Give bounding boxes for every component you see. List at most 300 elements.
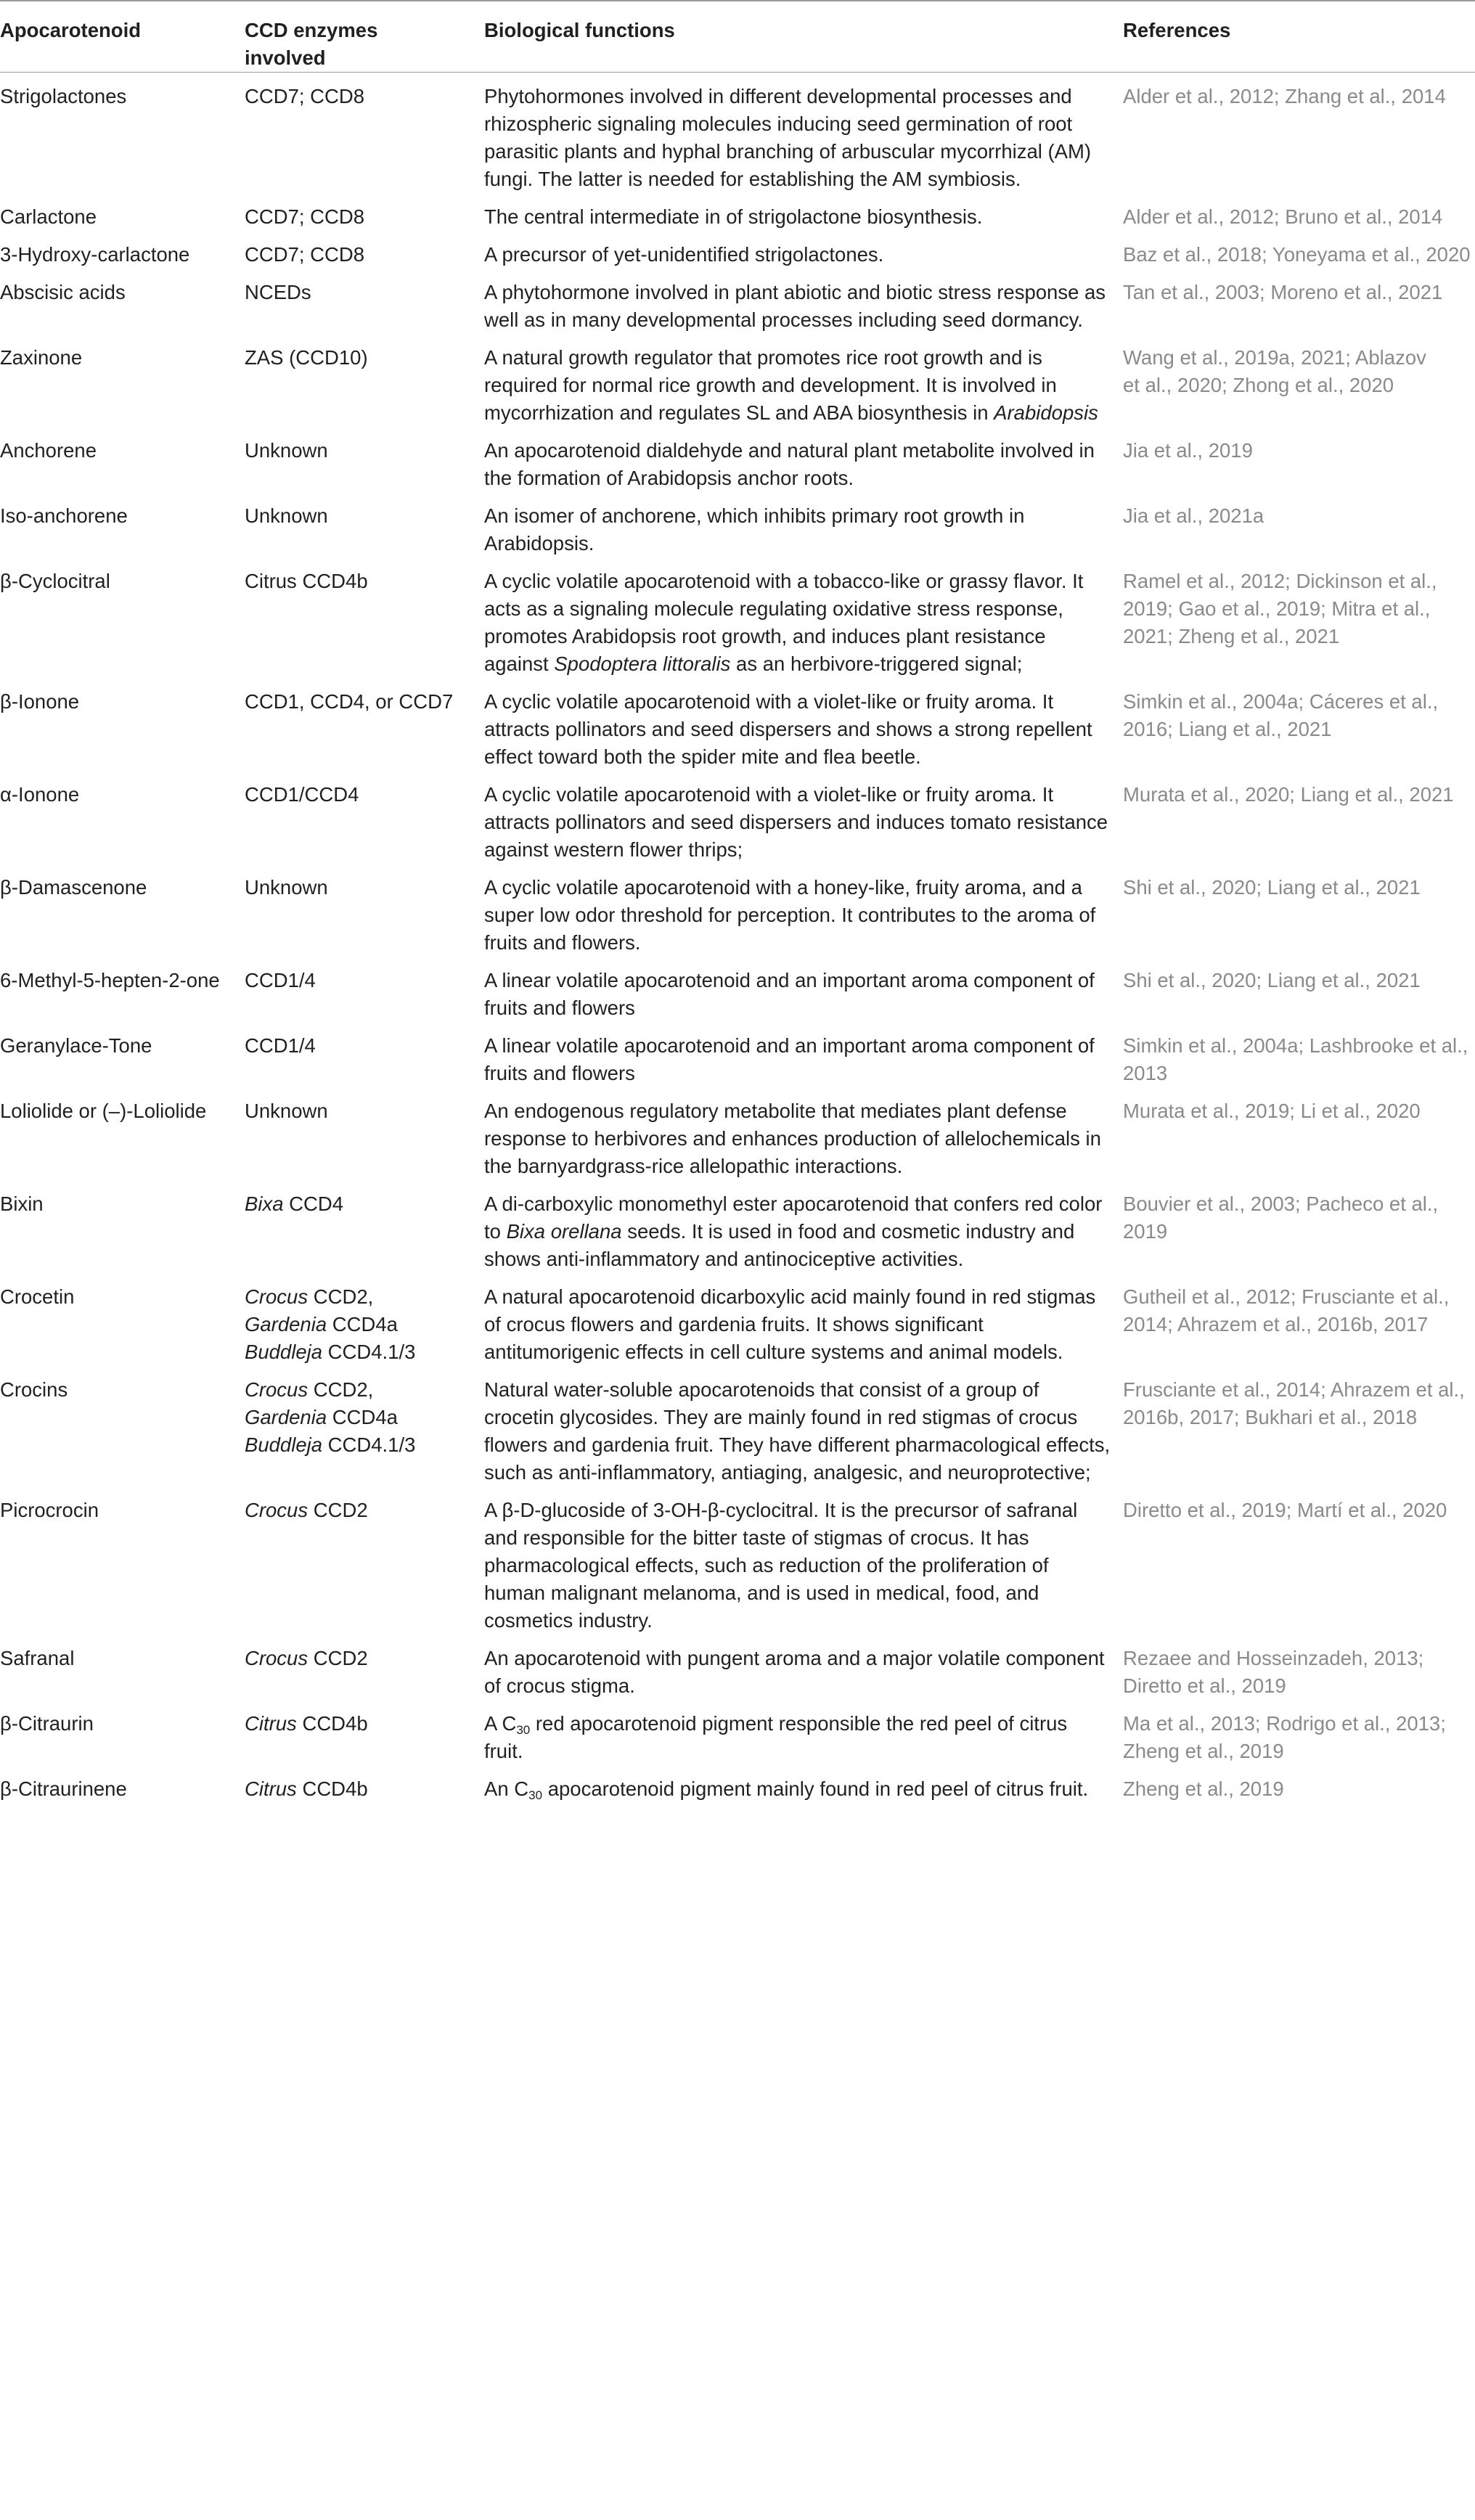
- cell-apocarotenoid: [0, 1273, 245, 1366]
- function-line: [484, 1032, 1113, 1060]
- reference-text: Ma et al., 2013; Rodrigo et al., 2013;: [1123, 1712, 1446, 1735]
- reference-text: 2013: [1123, 1062, 1167, 1084]
- function-line: [484, 836, 1113, 864]
- cell-apocarotenoid: [0, 1765, 245, 2520]
- function-text: A linear volatile apocarotenoid and an important aroma component of: [484, 1034, 1095, 1057]
- function-text: to: [484, 1220, 507, 1243]
- function-line: [484, 437, 1113, 465]
- cell-biological-functions: [484, 193, 1123, 231]
- ccd-line: [245, 1376, 484, 1404]
- function-text: effect toward both the spider mite and flea beetle.: [484, 745, 921, 768]
- apocarotenoid-name: Crocins: [0, 1378, 68, 1401]
- apocarotenoid-name: Safranal: [0, 1647, 74, 1669]
- table-row: [0, 73, 1475, 194]
- cell-biological-functions: [484, 771, 1123, 864]
- function-line: [484, 1552, 1113, 1579]
- reference-line: [1123, 1710, 1475, 1738]
- table-row: [0, 492, 1475, 557]
- cell-references: [1123, 557, 1475, 678]
- cell-biological-functions: [484, 1087, 1123, 1180]
- reference-text: Ramel et al., 2012; Dickinson et al.,: [1123, 570, 1437, 592]
- ccd-genus: Crocus: [245, 1647, 308, 1669]
- function-line: [484, 399, 1113, 427]
- apocarotenoid-name: β-Damascenone: [0, 876, 147, 899]
- cell-ccd-enzymes: [245, 231, 484, 269]
- cell-references: [1123, 1765, 1475, 2520]
- header-apocarotenoid: Apocarotenoid: [0, 1, 245, 73]
- function-line: [484, 203, 1113, 231]
- table-row: [0, 1273, 1475, 1366]
- ccd-enzyme: Unknown: [245, 1100, 328, 1122]
- cell-ccd-enzymes: [245, 1486, 484, 1635]
- cell-apocarotenoid: [0, 1366, 245, 1486]
- function-italic: Arabidopsis: [994, 401, 1098, 424]
- cell-references: [1123, 1700, 1475, 1765]
- function-text: the formation of Arabidopsis anchor roots.: [484, 467, 854, 489]
- cell-biological-functions: [484, 1273, 1123, 1366]
- cell-biological-functions: [484, 334, 1123, 427]
- cell-ccd-enzymes: [245, 957, 484, 1022]
- ccd-line: [245, 688, 484, 716]
- function-line: [484, 1338, 1113, 1366]
- function-line: [484, 809, 1113, 836]
- function-line: [484, 688, 1113, 716]
- ccd-enzyme: Citrus CCD4b: [245, 570, 368, 592]
- function-line: [484, 1607, 1113, 1635]
- cell-ccd-enzymes: [245, 1635, 484, 1700]
- table-row: [0, 1765, 1475, 2520]
- apocarotenoid-name: β-Cyclocitral: [0, 570, 110, 592]
- ccd-enzyme: CCD2: [308, 1499, 368, 1521]
- reference-line: [1123, 688, 1475, 716]
- cell-references: [1123, 492, 1475, 557]
- function-text: The central intermediate in of strigolactone biosynthesis.: [484, 205, 982, 228]
- function-text: Natural water-soluble apocarotenoids that consist of a group of: [484, 1378, 1039, 1401]
- function-line: [484, 465, 1113, 492]
- function-text: super low odor threshold for perception. It contributes to the aroma of: [484, 904, 1095, 926]
- ccd-line: [245, 83, 484, 110]
- ccd-line: [245, 1775, 484, 1803]
- cell-references: [1123, 1180, 1475, 1273]
- ccd-line: [245, 437, 484, 465]
- ccd-enzyme: CCD7; CCD8: [245, 205, 364, 228]
- function-text: rhizospheric signaling molecules inducing seed germination of root: [484, 112, 1072, 135]
- table-row: [0, 678, 1475, 771]
- ccd-enzyme: CCD4.1/3: [322, 1341, 415, 1363]
- function-line: [484, 1190, 1113, 1218]
- cell-ccd-enzymes: [245, 771, 484, 864]
- reference-line: [1123, 83, 1475, 110]
- function-line: [484, 1497, 1113, 1524]
- reference-line: [1123, 1376, 1475, 1404]
- cell-biological-functions: [484, 492, 1123, 557]
- ccd-genus: Crocus: [245, 1285, 308, 1308]
- reference-line: [1123, 1497, 1475, 1524]
- cell-biological-functions: [484, 557, 1123, 678]
- cell-ccd-enzymes: [245, 864, 484, 957]
- function-text: pharmacological effects, such as reduction of the proliferation of: [484, 1554, 1049, 1576]
- table-row: [0, 557, 1475, 678]
- header-ccd-enzymes: [245, 1, 484, 73]
- function-text: parasitic plants and hyphal branching of arbuscular mycorrhizal (AM): [484, 140, 1091, 163]
- reference-line: [1123, 967, 1475, 994]
- reference-line: [1123, 1097, 1475, 1125]
- ccd-enzyme: CCD2: [308, 1647, 368, 1669]
- function-text: A precursor of yet-unidentified strigolactones.: [484, 243, 883, 266]
- ccd-line: [245, 1032, 484, 1060]
- ccd-line: [245, 1283, 484, 1311]
- reference-line: [1123, 344, 1475, 372]
- cell-references: [1123, 1366, 1475, 1486]
- function-line: [484, 623, 1113, 650]
- ccd-line: [245, 1311, 484, 1338]
- reference-line: [1123, 781, 1475, 809]
- table-row: [0, 1022, 1475, 1087]
- function-text: A cyclic volatile apocarotenoid with a tobacco-like or grassy flavor. It: [484, 570, 1083, 592]
- cell-ccd-enzymes: [245, 557, 484, 678]
- function-text: required for normal rice growth and development. It is involved in: [484, 374, 1057, 396]
- reference-text: Murata et al., 2020; Liang et al., 2021: [1123, 783, 1454, 806]
- function-text: human malignant melanoma, and is used in medical, food, and: [484, 1582, 1039, 1604]
- cell-apocarotenoid: [0, 1022, 245, 1087]
- header-references: References: [1123, 1, 1475, 73]
- table-row: [0, 1087, 1475, 1180]
- function-line: [484, 110, 1113, 138]
- reference-text: Shi et al., 2020; Liang et al., 2021: [1123, 876, 1421, 899]
- reference-line: [1123, 279, 1475, 306]
- cell-ccd-enzymes: [245, 1273, 484, 1366]
- function-text: A cyclic volatile apocarotenoid with a violet-like or fruity aroma. It: [484, 783, 1053, 806]
- function-text: A phytohormone involved in plant abiotic and biotic stress response as: [484, 281, 1106, 303]
- cell-ccd-enzymes: [245, 334, 484, 427]
- cell-references: [1123, 334, 1475, 427]
- function-line: [484, 1404, 1113, 1431]
- reference-line: [1123, 568, 1475, 595]
- function-line: [484, 1459, 1113, 1486]
- reference-line: [1123, 437, 1475, 465]
- ccd-line: [245, 203, 484, 231]
- function-line: [484, 901, 1113, 929]
- function-text: An apocarotenoid dialdehyde and natural plant metabolite involved in: [484, 439, 1095, 462]
- cell-biological-functions: [484, 1180, 1123, 1273]
- apocarotenoid-name: Anchorene: [0, 439, 97, 462]
- ccd-line: [245, 874, 484, 901]
- function-text: such as anti-inflammatory, antiaging, analgesic, and neuroprotective;: [484, 1461, 1091, 1484]
- ccd-enzyme: CCD1/4: [245, 969, 316, 991]
- function-line: [484, 1431, 1113, 1459]
- cell-apocarotenoid: [0, 1700, 245, 1765]
- function-line: [484, 874, 1113, 901]
- reference-line: [1123, 716, 1475, 743]
- reference-line: [1123, 1060, 1475, 1087]
- reference-line: [1123, 241, 1475, 269]
- ccd-line: [245, 344, 484, 372]
- function-text: cosmetics industry.: [484, 1609, 653, 1632]
- ccd-line: [245, 279, 484, 306]
- function-text: An endogenous regulatory metabolite that mediates plant defense: [484, 1100, 1067, 1122]
- function-line: [484, 1710, 1113, 1738]
- reference-line: [1123, 203, 1475, 231]
- ccd-genus: Citrus: [245, 1712, 297, 1735]
- function-line: [484, 743, 1113, 771]
- reference-line: [1123, 502, 1475, 530]
- cell-references: [1123, 427, 1475, 492]
- ccd-line: [245, 1097, 484, 1125]
- function-line: [484, 650, 1113, 678]
- apocarotenoid-name: Geranylace-Tone: [0, 1034, 152, 1057]
- function-line: [484, 994, 1113, 1022]
- cell-ccd-enzymes: [245, 678, 484, 771]
- function-line: [484, 372, 1113, 399]
- apocarotenoid-name: Picrocrocin: [0, 1499, 99, 1521]
- reference-line: [1123, 1775, 1475, 1803]
- cell-references: [1123, 1273, 1475, 1366]
- ccd-enzyme: CCD1/4: [245, 1034, 316, 1057]
- apocarotenoid-name: Loliolide or (–)-Loliolide: [0, 1100, 206, 1122]
- ccd-enzyme: CCD2,: [308, 1378, 373, 1401]
- apocarotenoid-name: α-Ionone: [0, 783, 79, 806]
- ccd-enzyme: CCD4a: [327, 1406, 398, 1428]
- function-text: antitumorigenic effects in cell culture systems and animal models.: [484, 1341, 1063, 1363]
- ccd-line: [245, 1497, 484, 1524]
- function-line: [484, 1097, 1113, 1125]
- table-row: [0, 771, 1475, 864]
- function-line: [484, 1245, 1113, 1273]
- reference-text: Gutheil et al., 2012; Frusciante et al.,: [1123, 1285, 1449, 1308]
- function-line: [484, 967, 1113, 994]
- apocarotenoid-name: Zaxinone: [0, 346, 82, 369]
- ccd-enzyme: CCD2,: [308, 1285, 373, 1308]
- function-text: mycorrhization and regulates SL and ABA biosynthesis in: [484, 401, 994, 424]
- reference-line: [1123, 1672, 1475, 1700]
- ccd-enzyme: CCD4: [284, 1192, 344, 1215]
- cell-apocarotenoid: [0, 1486, 245, 1635]
- reference-line: [1123, 1190, 1475, 1218]
- subscript-30: 30: [516, 1723, 530, 1737]
- table-row: [0, 864, 1475, 957]
- function-text: fruits and flowers: [484, 1062, 635, 1084]
- reference-line: [1123, 1645, 1475, 1672]
- function-text: A natural apocarotenoid dicarboxylic acid mainly found in red stigmas: [484, 1285, 1095, 1308]
- cell-biological-functions: [484, 269, 1123, 334]
- ccd-genus: Citrus: [245, 1778, 297, 1800]
- table-row: [0, 1700, 1475, 1765]
- table-row: [0, 427, 1475, 492]
- cell-biological-functions: [484, 1635, 1123, 1700]
- table-row: [0, 1486, 1475, 1635]
- cell-references: [1123, 1087, 1475, 1180]
- subscript-30: 30: [528, 1788, 542, 1802]
- table-row: [0, 1180, 1475, 1273]
- function-line: [484, 1524, 1113, 1552]
- ccd-genus: Crocus: [245, 1499, 308, 1521]
- ccd-line: [245, 1404, 484, 1431]
- reference-line: [1123, 1404, 1475, 1431]
- function-text: An apocarotenoid with pungent aroma and a major volatile component: [484, 1647, 1105, 1669]
- cell-apocarotenoid: [0, 73, 245, 194]
- cell-references: [1123, 1022, 1475, 1087]
- reference-text: 2019; Gao et al., 2019; Mitra et al.,: [1123, 597, 1430, 620]
- cell-references: [1123, 771, 1475, 864]
- ccd-enzyme: CCD7; CCD8: [245, 243, 364, 266]
- function-text: response to herbivores and enhances production of allelochemicals in: [484, 1127, 1101, 1150]
- cell-apocarotenoid: [0, 957, 245, 1022]
- ccd-enzyme: CCD4b: [297, 1778, 368, 1800]
- function-italic: Spodoptera littoralis: [554, 652, 730, 675]
- cell-ccd-enzymes: [245, 1022, 484, 1087]
- header-biological-functions: Biological functions: [484, 1, 1123, 73]
- function-line: [484, 1153, 1113, 1180]
- reference-line: [1123, 1032, 1475, 1060]
- ccd-line: [245, 967, 484, 994]
- reference-text: Rezaee and Hosseinzadeh, 2013;: [1123, 1647, 1423, 1669]
- apocarotenoid-name: Iso-anchorene: [0, 504, 128, 527]
- cell-apocarotenoid: [0, 334, 245, 427]
- function-text: and responsible for the bitter taste of stigmas of crocus. It has: [484, 1526, 1029, 1549]
- ccd-line: [245, 502, 484, 530]
- cell-ccd-enzymes: [245, 193, 484, 231]
- reference-text: et al., 2020; Zhong et al., 2020: [1123, 374, 1394, 396]
- function-text: An isomer of anchorene, which inhibits primary root growth in: [484, 504, 1024, 527]
- function-text: promotes Arabidopsis root growth, and induces plant resistance: [484, 625, 1046, 647]
- reference-text: 2021; Zheng et al., 2021: [1123, 625, 1339, 647]
- cell-references: [1123, 231, 1475, 269]
- function-text: fungi. The latter is needed for establishing the AM symbiosis.: [484, 168, 1021, 190]
- reference-line: [1123, 1218, 1475, 1245]
- reference-line: [1123, 1311, 1475, 1338]
- reference-text: Tan et al., 2003; Moreno et al., 2021: [1123, 281, 1442, 303]
- reference-text: Zheng et al., 2019: [1123, 1740, 1284, 1762]
- ccd-line: [245, 1645, 484, 1672]
- reference-text: Alder et al., 2012; Zhang et al., 2014: [1123, 85, 1446, 107]
- ccd-line: [245, 568, 484, 595]
- function-text: against: [484, 652, 554, 675]
- table-row: [0, 1635, 1475, 1700]
- function-line: [484, 344, 1113, 372]
- cell-references: [1123, 193, 1475, 231]
- function-text: attracts pollinators and seed dispersers and shows a strong repellent: [484, 718, 1092, 740]
- reference-text: Murata et al., 2019; Li et al., 2020: [1123, 1100, 1421, 1122]
- table-row: [0, 231, 1475, 269]
- function-line: [484, 568, 1113, 595]
- reference-text: 2016; Liang et al., 2021: [1123, 718, 1331, 740]
- function-line: [484, 1125, 1113, 1153]
- function-text: A cyclic volatile apocarotenoid with a violet-like or fruity aroma. It: [484, 690, 1053, 713]
- function-text: fruits and flowers.: [484, 931, 641, 954]
- cell-ccd-enzymes: [245, 269, 484, 334]
- reference-text: Zheng et al., 2019: [1123, 1778, 1284, 1800]
- ccd-line: [245, 1431, 484, 1459]
- reference-line: [1123, 623, 1475, 650]
- ccd-enzyme: Unknown: [245, 439, 328, 462]
- apocarotenoid-name: Abscisic acids: [0, 281, 126, 303]
- ccd-genus: Crocus: [245, 1378, 308, 1401]
- cell-apocarotenoid: [0, 678, 245, 771]
- cell-biological-functions: [484, 73, 1123, 194]
- cell-biological-functions: [484, 1022, 1123, 1087]
- reference-text: Simkin et al., 2004a; Lashbrooke et al.,: [1123, 1034, 1468, 1057]
- cell-biological-functions: [484, 1765, 1123, 2520]
- function-line: [484, 502, 1113, 530]
- reference-text: Bouvier et al., 2003; Pacheco et al.,: [1123, 1192, 1438, 1215]
- cell-apocarotenoid: [0, 1087, 245, 1180]
- function-text: A di-carboxylic monomethyl ester apocarotenoid that confers red color: [484, 1192, 1102, 1215]
- function-text: fruit.: [484, 1740, 523, 1762]
- ccd-genus: Gardenia: [245, 1313, 327, 1335]
- function-text: apocarotenoid pigment mainly found in red peel of citrus fruit.: [542, 1778, 1088, 1800]
- function-line: [484, 1738, 1113, 1765]
- cell-apocarotenoid: [0, 231, 245, 269]
- cell-ccd-enzymes: [245, 1765, 484, 2520]
- ccd-enzyme: ZAS (CCD10): [245, 346, 368, 369]
- apocarotenoid-name: 6-Methyl-5-hepten-2-one: [0, 969, 220, 991]
- reference-text: Alder et al., 2012; Bruno et al., 2014: [1123, 205, 1442, 228]
- reference-text: 2014; Ahrazem et al., 2016b, 2017: [1123, 1313, 1428, 1335]
- apocarotenoid-name: Crocetin: [0, 1285, 74, 1308]
- function-text: attracts pollinators and seed dispersers and induces tomato resistance: [484, 811, 1108, 833]
- cell-biological-functions: [484, 427, 1123, 492]
- function-text: A β-D-glucoside of 3-OH-β-cyclocitral. It is the precursor of safranal: [484, 1499, 1077, 1521]
- function-line: [484, 1672, 1113, 1700]
- reference-text: Wang et al., 2019a, 2021; Ablazov: [1123, 346, 1426, 369]
- function-line: [484, 1060, 1113, 1087]
- cell-biological-functions: [484, 1366, 1123, 1486]
- cell-biological-functions: [484, 1486, 1123, 1635]
- reference-text: Frusciante et al., 2014; Ahrazem et al.,: [1123, 1378, 1465, 1401]
- ccd-enzyme: CCD4b: [297, 1712, 368, 1735]
- cell-references: [1123, 1486, 1475, 1635]
- cell-apocarotenoid: [0, 557, 245, 678]
- apocarotenoid-name: β-Citraurin: [0, 1712, 94, 1735]
- function-text: as an herbivore-triggered signal;: [730, 652, 1022, 675]
- reference-text: Jia et al., 2019: [1123, 439, 1253, 462]
- ccd-enzyme: Unknown: [245, 876, 328, 899]
- function-line: [484, 83, 1113, 110]
- reference-text: Diretto et al., 2019; Martí et al., 2020: [1123, 1499, 1447, 1521]
- function-line: [484, 781, 1113, 809]
- function-text: Phytohormones involved in different developmental processes and: [484, 85, 1072, 107]
- reference-text: Baz et al., 2018; Yoneyama et al., 2020: [1123, 243, 1471, 266]
- apocarotenoid-name: Carlactone: [0, 205, 97, 228]
- cell-ccd-enzymes: [245, 1366, 484, 1486]
- ccd-enzyme: NCEDs: [245, 281, 311, 303]
- table-row: [0, 193, 1475, 231]
- apocarotenoid-name: 3-Hydroxy-carlactone: [0, 243, 189, 266]
- ccd-enzyme: CCD4a: [327, 1313, 398, 1335]
- ccd-genus: Buddleja: [245, 1341, 322, 1363]
- reference-line: [1123, 874, 1475, 901]
- cell-biological-functions: [484, 231, 1123, 269]
- cell-references: [1123, 73, 1475, 194]
- ccd-genus: Gardenia: [245, 1406, 327, 1428]
- function-text: A linear volatile apocarotenoid and an important aroma component of: [484, 969, 1095, 991]
- table-row: [0, 1366, 1475, 1486]
- cell-apocarotenoid: [0, 1180, 245, 1273]
- cell-ccd-enzymes: [245, 1180, 484, 1273]
- reference-line: [1123, 1738, 1475, 1765]
- function-line: [484, 138, 1113, 165]
- function-text: of crocus stigma.: [484, 1674, 635, 1697]
- table-row: [0, 957, 1475, 1022]
- function-line: [484, 1775, 1113, 1803]
- function-line: [484, 165, 1113, 193]
- cell-ccd-enzymes: [245, 492, 484, 557]
- reference-line: [1123, 595, 1475, 623]
- cell-biological-functions: [484, 864, 1123, 957]
- ccd-genus: Bixa: [245, 1192, 284, 1215]
- cell-apocarotenoid: [0, 269, 245, 334]
- reference-text: Simkin et al., 2004a; Cáceres et al.,: [1123, 690, 1438, 713]
